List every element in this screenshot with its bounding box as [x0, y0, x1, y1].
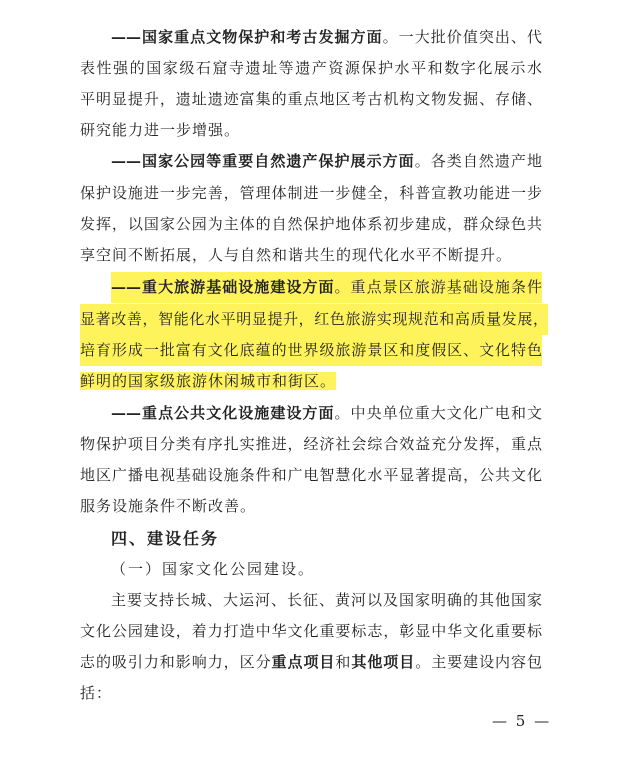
- para-national-park-line: 文化公园建设，着力打造中华文化重要标志，彰显中华文化重要标: [80, 622, 542, 640]
- para-heritage-line: 平明显提升，遗址遗迹富集的重点地区考古机构文物发掘、存储、: [80, 90, 542, 108]
- page-number: — 5 —: [492, 712, 552, 730]
- para-lead-bold: ——国家重点文物保护和考古发掘方面: [111, 28, 383, 46]
- subsection-heading: （一）国家文化公园建设。: [111, 560, 316, 578]
- highlighted-tourism-line[interactable]: 培育形成一批富有文化底蕴的世界级旅游景区和度假区、文化特色: [80, 335, 542, 366]
- highlighted-tourism-line[interactable]: 显著改善，智能化水平明显提升，红色旅游实现规范和高质量发展，: [80, 304, 548, 335]
- para-heritage-line: 表性强的国家级石窟寺遗址等遗产资源保护水平和数字化展示水: [80, 59, 542, 77]
- para-lead-bold: ——重大旅游基础设施建设方面: [111, 278, 335, 296]
- para-text: 。一大批价值突出、代: [382, 28, 542, 46]
- para-heritage-line: 研究能力进一步增强。: [80, 121, 241, 139]
- para-nature-line: 发挥，以国家公园为主体的自然保护地体系初步建成，群众绿色共: [80, 215, 542, 233]
- para-national-park-line: 主要支持长城、大运河、长征、黄河以及国家明确的其他国家: [111, 591, 542, 609]
- para-heritage-line: [111, 22, 542, 53]
- para-national-park-line: [80, 647, 542, 678]
- highlight-span: 鲜明的国家级旅游休闲城市和街区。: [80, 372, 337, 390]
- para-nature-line: [111, 146, 542, 177]
- highlighted-tourism-line[interactable]: [80, 366, 542, 397]
- para-nature-line: 享空间不断拓展，人与自然和谐共生的现代化水平不断提升。: [80, 246, 513, 264]
- para-nature-line: 保护设施进一步完善，管理体制进一步健全，科普宣教功能进一步: [80, 184, 542, 202]
- para-text: 和: [335, 653, 352, 671]
- para-national-park-line: 括：: [80, 684, 113, 702]
- para-public-culture-line: 地区广播电视基础设施条件和广电智慧化水平显著提高，公共文化: [80, 466, 542, 484]
- bold-term: 其他项目: [351, 653, 416, 671]
- para-text: 志的吸引力和影响力，区分: [80, 653, 272, 671]
- para-text: 。主要建设内容包: [415, 653, 542, 671]
- bold-term: 重点项目: [271, 653, 336, 671]
- para-text: 。中央单位重大文化广电和文: [334, 404, 542, 422]
- para-public-culture-line: 物保护项目分类有序扎实推进，经济社会综合效益充分发挥，重点: [80, 435, 542, 453]
- para-lead-bold: ——重点公共文化设施建设方面: [111, 404, 335, 422]
- para-text: 。各类自然遗产地: [414, 152, 542, 170]
- section-heading: 四、建设任务: [111, 529, 220, 548]
- para-public-culture-line: 服务设施条件不断改善。: [80, 497, 257, 515]
- para-public-culture-line: [111, 398, 542, 429]
- para-text: 。重点景区旅游基础设施条件: [334, 278, 542, 296]
- para-lead-bold: ——国家公园等重要自然遗产保护展示方面: [111, 152, 415, 170]
- highlighted-tourism-line[interactable]: [111, 272, 542, 303]
